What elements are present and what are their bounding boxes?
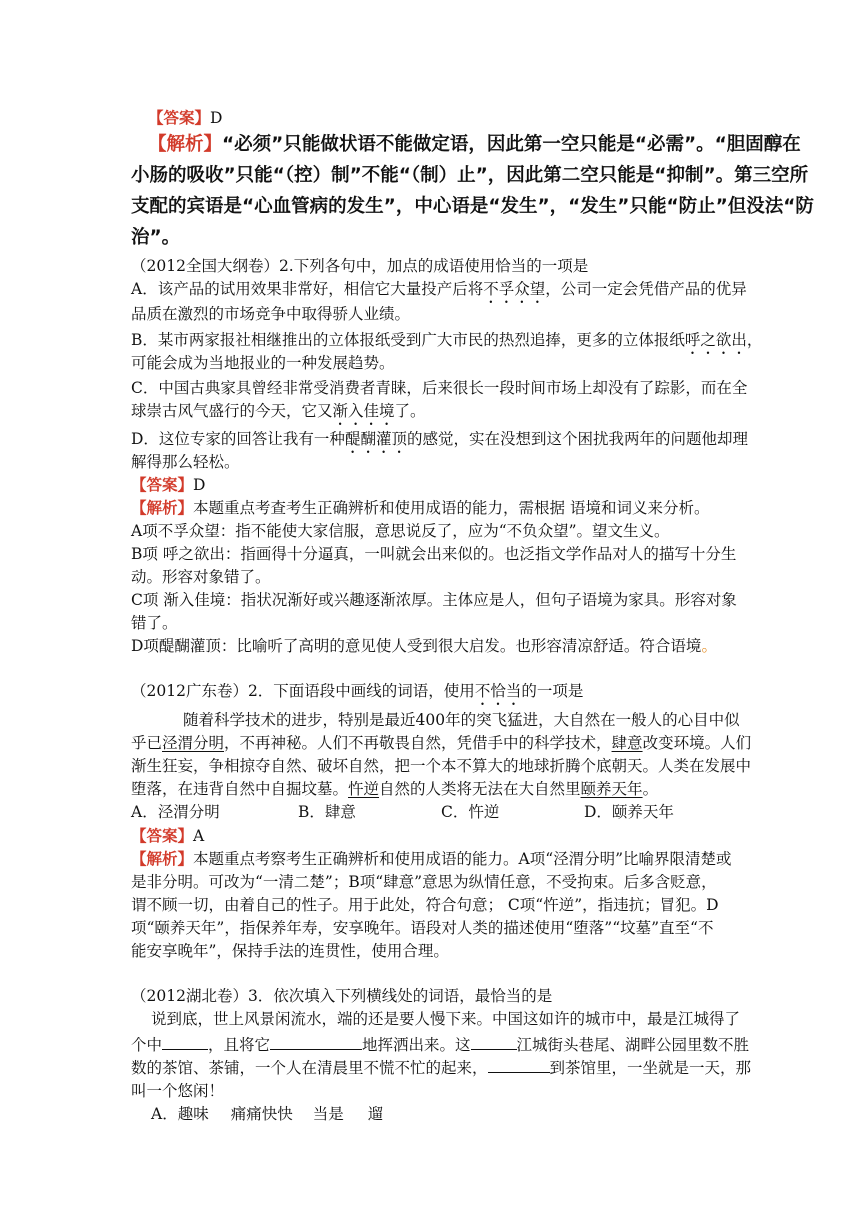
q3-option-c: C．忤逆 — [441, 803, 500, 821]
analysis-tag: 【解析】 — [131, 498, 194, 517]
answer-tag: 【答案】 — [148, 108, 211, 127]
text: 堕落，在违背自然中自掘坟墓。 — [131, 780, 349, 798]
q4-passage-line-2 — [131, 1035, 749, 1055]
q2-analysis-c-1: C项 渐入佳境：指状况渐好或兴趣逐渐浓厚。主体应是人，但句子语境为家具。形容对象 — [131, 591, 737, 609]
dotted-idiom: 呼之欲出 — [684, 331, 747, 349]
text: ，不再神秘。人们不再敬畏自然，凭借手中的科学技术， — [224, 734, 612, 752]
q3-analysis-line-2: 是非分明。可改为“一清二楚”；B项“肆意”意思为纵情任意，不受拘束。后多含贬意， — [131, 873, 717, 891]
answer-tag: 【答案】 — [131, 826, 194, 845]
q2-option-b-line-2: 可能会成为当地报业的一种发展趋势。 — [131, 354, 395, 372]
period: 。 — [701, 637, 717, 655]
text: ，且将它 — [208, 1036, 271, 1054]
q2-option-c-line-1: C．中国古典家具曾经非常受消费者青睐，后来很长一段时间市场上却没有了踪影，而在全 — [131, 379, 748, 397]
analysis-text: 本题重点考查考生正确辨析和使用成语的能力，需根据 语境和词义来分析。 — [193, 499, 710, 517]
q3-analysis-line-1 — [131, 849, 732, 869]
q2-source: （2012全国大纲卷）2.下列各句中，加点的成语使用恰当的一项是 — [131, 257, 589, 275]
text: D项醍醐灌顶：比喻听了高明的意见使人受到很大启发。也形容清凉舒适。符合语境 — [131, 637, 702, 655]
q2-option-a-line-1 — [131, 279, 747, 307]
blank-4 — [488, 1058, 550, 1073]
underlined-word: 忤逆 — [348, 780, 380, 798]
option-label: A．趣味 — [151, 1105, 209, 1123]
answer-tag: 【答案】 — [131, 475, 194, 494]
text: 数的茶馆、茶铺，一个人在清晨里不慌不忙的起来， — [131, 1059, 488, 1077]
underlined-word: 泾渭分明 — [162, 734, 225, 752]
text: 。 — [642, 780, 659, 798]
q1-answer-line — [148, 108, 222, 128]
q3-source — [131, 681, 583, 709]
q2-option-a-line-2: 品质在激烈的市场竞争中取得骄人业绩。 — [131, 305, 411, 323]
q3-passage-line-4 — [131, 779, 658, 799]
q3-passage-line-2 — [131, 733, 751, 753]
text: 了。 — [394, 402, 426, 420]
q3-option-a: A．泾渭分明 — [131, 803, 220, 821]
text: D．这位专家的回答让我有一种 — [131, 430, 345, 448]
text: 个中 — [131, 1036, 163, 1054]
text: 到茶馆里，一坐就是一天，那 — [549, 1059, 752, 1077]
dotted-idiom: 不孚众望 — [483, 280, 546, 298]
answer-value: A — [193, 827, 205, 845]
q2-answer — [131, 475, 205, 495]
q1-analysis-line-2: 小肠的吸收”只能“（控）制”不能“（制）止”，因此第二空只能是“抑制”。第三空所 — [131, 165, 809, 186]
q4-passage-line-3 — [131, 1058, 751, 1078]
text: 的感觉，实在没想到这个困扰我两年的问题他却理 — [406, 430, 748, 448]
q3-option-d: D．颐养天年 — [584, 803, 674, 821]
text: （2012广东卷）2．下面语段中画线的词语，使用 — [131, 682, 475, 700]
dotted-idiom: 渐入佳境 — [332, 402, 395, 420]
q2-analysis-b-1: B项 呼之欲出：指画得十分逼真，一叫就会出来似的。也泛指文学作品对人的描写十分生 — [131, 545, 737, 563]
q3-answer — [131, 826, 204, 846]
q2-analysis-a: A项不孚众望：指不能使大家信服，意思说反了，应为“不负众望”。望文生义。 — [131, 522, 670, 540]
q2-analysis-line-1 — [131, 498, 709, 518]
answer-value: D — [210, 109, 223, 127]
q4-source: （2012湖北卷）3．依次填入下列横线处的词语，最恰当的是 — [131, 987, 553, 1005]
blank-1 — [162, 1035, 208, 1050]
q4-passage-line-4: 叫一个悠闲！ — [131, 1082, 225, 1100]
blank-3 — [471, 1035, 517, 1050]
dotted-word: 不恰当 — [474, 682, 522, 700]
text: 江城街头巷尾、湖畔公园里数不胜 — [516, 1036, 750, 1054]
q2-analysis-c-2: 错了。 — [131, 614, 178, 632]
q3-passage-line-1: 随着科学技术的进步，特别是最近400年的突飞猛进，大自然在一般人的心目中似 — [183, 711, 740, 729]
q1-analysis-line-3: 支配的宾语是“心血管病的发生”，中心语是“发生”，“发生”只能“防止”但没法“防 — [131, 196, 814, 217]
q3-passage-line-3: 渐生狂妄，争相掠夺自然、破坏自然，把一个本不算大的地球折腾个底朝天。人类在发展中 — [131, 757, 752, 775]
q2-analysis-b-2: 动。形容对象错了。 — [131, 568, 271, 586]
q3-analysis-line-4: 项“颐养天年”，指保养年寿，安享晚年。语段对人类的描述使用“堕落”“坟墓”直至“不 — [131, 919, 714, 937]
text: 的一项是 — [521, 682, 584, 700]
q4-passage-line-1: 说到底，世上风景闲流水，端的还是要人慢下来。中国这如许的城市中，最是江城得了 — [151, 1010, 741, 1028]
text: 地挥洒出来。这 — [362, 1036, 471, 1054]
blank-2 — [270, 1035, 362, 1050]
q1-analysis-line-1 — [148, 133, 801, 157]
q2-analysis-d — [131, 636, 717, 656]
q3-analysis-line-5: 能安享晚年”，保持手法的连贯性，使用合理。 — [131, 942, 449, 960]
analysis-text: “必须”只能做状语不能做定语，因此第一空只能是“必需”。“胆固醇在 — [222, 134, 801, 155]
text: ，公司一定会凭借产品的优异 — [545, 280, 747, 298]
text: 乎已 — [131, 734, 163, 752]
analysis-tag: 【解析】 — [131, 849, 194, 868]
q3-analysis-line-3: 谓不顾一切，由着自己的性子。用于此处，符合句意； C项“忤逆”，指违抗；冒犯。D — [131, 896, 719, 914]
text: 球崇古风气盛行的今天，它又 — [131, 402, 333, 420]
underlined-word: 颐养天年 — [580, 780, 643, 798]
option-word: 遛 — [367, 1105, 384, 1123]
q2-option-d-line-2: 解得那么轻松。 — [131, 453, 240, 471]
text: 改变环境。人们 — [642, 734, 752, 752]
q4-option-a — [151, 1104, 383, 1124]
text: 自然的人类将无法在大自然里 — [379, 780, 581, 798]
q2-option-c-line-2 — [131, 401, 426, 429]
answer-value: D — [193, 476, 206, 494]
analysis-text: 本题重点考察考生正确辨析和使用成语的能力。A项“泾渭分明”比喻界限清楚或 — [193, 850, 732, 868]
text: ， — [746, 331, 763, 349]
q3-option-b: B．肆意 — [298, 803, 356, 821]
analysis-tag: 【解析】 — [148, 134, 223, 155]
q1-analysis-line-4: 治”。 — [131, 227, 181, 248]
option-word: 当是 — [312, 1105, 344, 1123]
dotted-idiom: 醍醐灌顶 — [344, 430, 407, 448]
underlined-word: 肆意 — [611, 734, 643, 752]
option-word: 痛痛快快 — [230, 1105, 293, 1123]
text: B．某市两家报社相继推出的立体报纸受到广大市民的热烈追捧，更多的立体报纸 — [131, 331, 685, 349]
text: A．该产品的试用效果非常好，相信它大量投产后将 — [131, 280, 484, 298]
